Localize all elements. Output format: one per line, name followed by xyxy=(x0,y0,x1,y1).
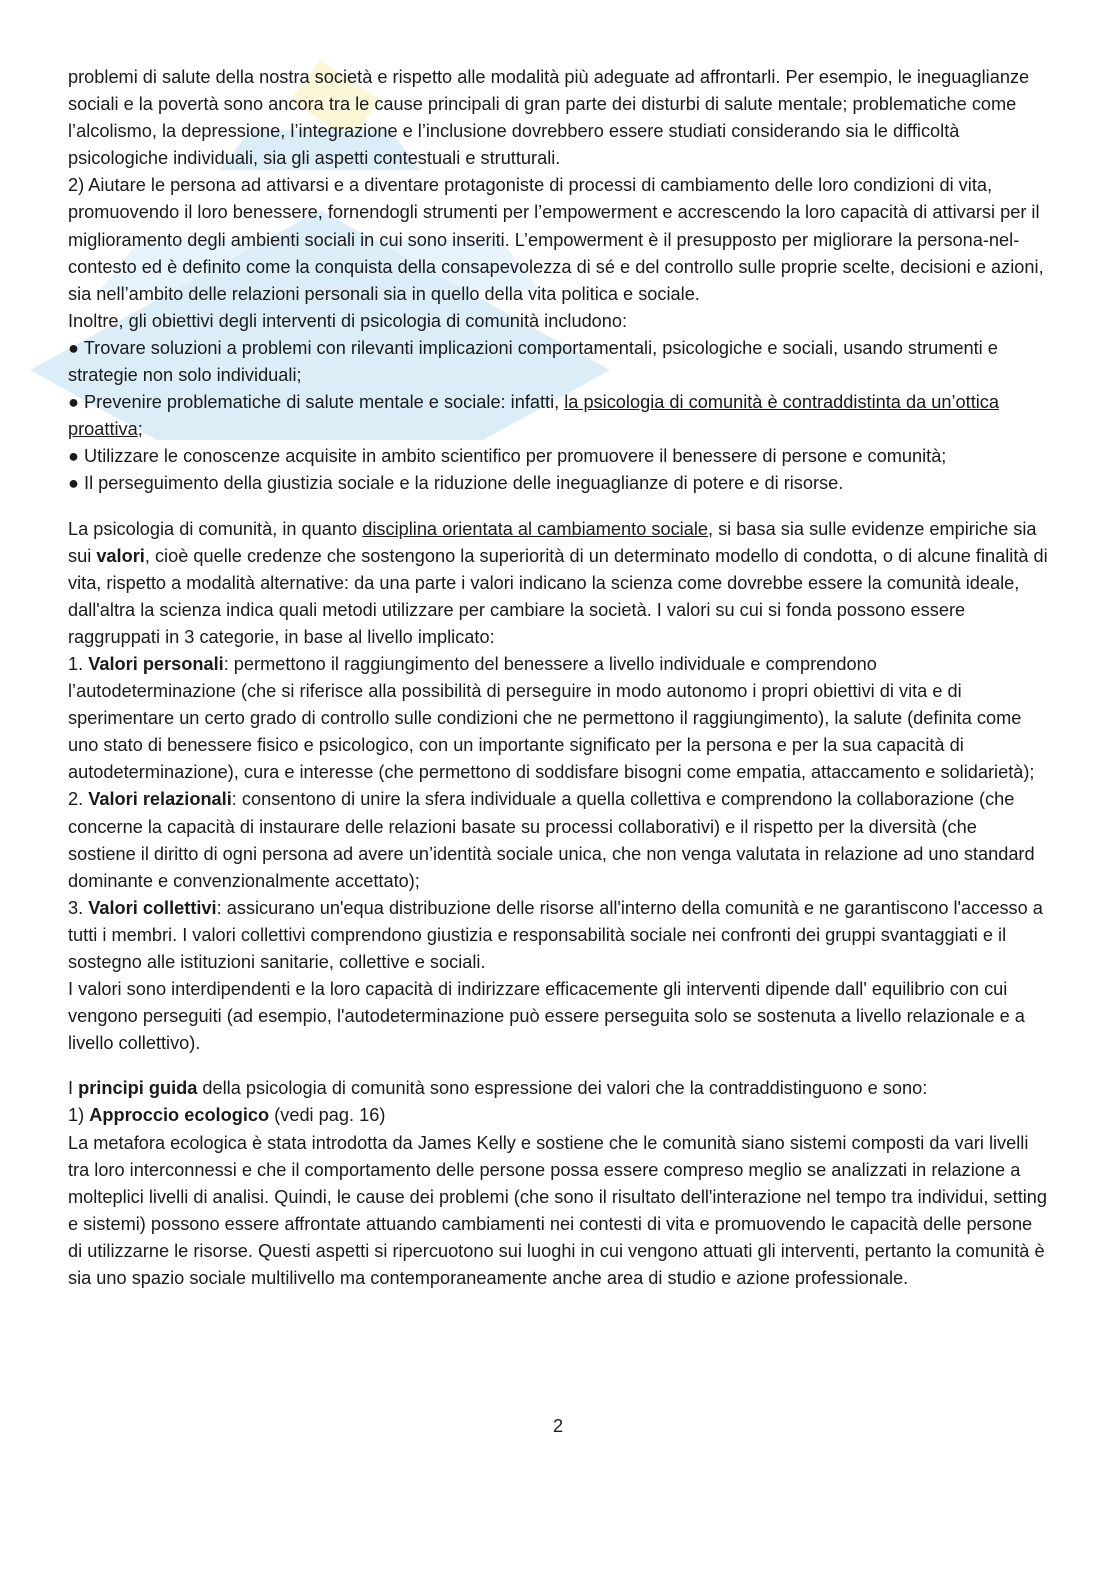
bold-valori: valori xyxy=(96,545,145,566)
underlined-proactive-text: la psicologia di comunità è contraddistinta da un’ottica proattiva xyxy=(68,392,999,440)
objective-bullet-3: ● Utilizzare le conoscenze acquisite in ambito scientifico per promuovere il benessere di persone e comunità; xyxy=(68,446,947,467)
value-item-collective: 3. Valori collettivi: assicurano un'equa distribuzione delle risorse all'interno della comunità e ne garantiscono l'accesso a tutti i membri. I valori collettivi comprendono giustizia e responsabilità sociale nei confronti dei gruppi svantaggiati e il sostegno alle istituzioni sanitarie, collettive e sociali. xyxy=(68,897,1043,972)
intro-paragraph-2: 2) Aiutare le persona ad attivarsi e a diventare protagoniste di processi di cambiamento delle loro condizioni di vita, promuovendo il loro benessere, fornendogli strumenti per l’empowerment e accrescendo la loro capacità di attivarsi per il miglioramento degli ambienti sociali in cui sono inseriti. L’empowerment è il presupposto per migliorare la persona-nel-contesto ed è definito come la conquista della consapevolezza di sé e del controllo sulle proprie scelte, decisioni e azioni, sia nell’ambito delle relazioni personali sia in quello della vita politica e sociale. xyxy=(68,175,1044,304)
page-number: 2 xyxy=(552,1416,564,1436)
intro-paragraph-1: problemi di salute della nostra società e rispetto alle modalità più adeguate ad affrontarli. Per esempio, le ineguaglianze sociali e la povertà sono ancora tra le cause principali di gran parte dei disturbi di salute mentale; problematiche come l’alcolismo, la depressione, l’integrazione e l’inclusione dovrebbero essere studiati considerando sia le difficoltà psicologiche individuali, sia gli aspetti contestuali e strutturali. xyxy=(68,67,1030,169)
principle-title-ecological: Approccio ecologico xyxy=(89,1105,270,1126)
value-title-personal: Valori personali xyxy=(88,653,224,674)
principle-heading-ecological: 1) Approccio ecologico (vedi pag. 16) xyxy=(68,1105,386,1126)
bold-principi-guida: principi guida xyxy=(78,1078,198,1099)
values-intro-paragraph: La psicologia di comunità, in quanto disciplina orientata al cambiamento sociale, si basa sia sulle evidenze empiriche sia sui valori, cioè quelle credenze che sostengono la superiorità di un determinato modello di condotta, o di alcune finalità di vita, rispetto a modalità alternative: da una parte i valori indicano la scienza come dovrebbe essere la comunità ideale, dall'altra la scienza indica quali metodi utilizzare per cambiare la società. I valori su cui si fonda possono essere raggruppati in 3 categorie, in base al livello implicato: xyxy=(68,518,1048,647)
objectives-intro: Inoltre, gli obiettivi degli interventi di psicologia di comunità includono: xyxy=(68,310,628,331)
objective-bullet-2: ● Prevenire problematiche di salute mentale e sociale: infatti, la psicologia di comunità è contraddistinta da un’ottica proattiva; xyxy=(68,392,999,440)
value-title-relational: Valori relazionali xyxy=(88,789,232,810)
value-item-relational: 2. Valori relazionali: consentono di unire la sfera individuale a quella collettiva e comprendono la collaborazione (che concerne la capacità di instaurare delle relazioni basate su processi collaborativi) e il rispetto per la diversità (che sostiene il diritto di ogni persona ad avere un’identità sociale unica, che non venga valutata in relazione ad uno standard dominante e convenzionalmente accettato); xyxy=(68,789,1035,891)
principle-text-ecological: La metafora ecologica è stata introdotta da James Kelly e sostiene che le comunità siano sistemi composti da vari livelli tra loro interconnessi e che il comportamento delle persone possa essere compreso meglio se analizzati in relazione a molteplici livelli di analisi. Quindi, le cause dei problemi (che sono il risultato dell'interazione nel tempo tra individui, setting e sistemi) possono essere affrontate attuando cambiamenti nei contesti di vita e promuovendo le capacità delle persone di utilizzarne le risorse. Questi aspetti si ripercuotono sui luoghi in cui vengono attuati gli interventi, pertanto la comunità è sia uno spazio sociale multilivello ma contemporaneamente anche area di studio e azione professionale. xyxy=(68,1132,1048,1289)
values-closing-paragraph: I valori sono interdipendenti e la loro capacità di indirizzare efficacemente gli interventi dipende dall' equilibrio con cui vengono perseguiti (ad esempio, l'autodeterminazione può essere perseguita solo se sostenuta a livello relazionale e a livello collettivo). xyxy=(68,979,1025,1054)
objective-bullet-1: ● Trovare soluzioni a problemi con rilevanti implicazioni comportamentali, psicologiche e sociali, usando strumenti e strategie non solo individuali; xyxy=(68,337,998,386)
value-title-collective: Valori collettivi xyxy=(88,897,217,918)
principles-intro: I principi guida della psicologia di comunità sono espressione dei valori che la contraddistinguono e sono: xyxy=(68,1078,928,1099)
objective-bullet-4: ● Il perseguimento della giustizia sociale e la riduzione delle ineguaglianze di potere e di risorse. xyxy=(68,473,844,494)
underlined-discipline-text: disciplina orientata al cambiamento sociale xyxy=(362,518,708,539)
value-item-personal: 1. Valori personali: permettono il raggiungimento del benessere a livello individuale e comprendono l’autodeterminazione (che si riferisce alla possibilità di perseguire in modo autonomo i propri obiettivi di vita e di sperimentare un certo grado di controllo sulle condizioni che ne permettono il raggiungimento), la salute (definita come uno stato di benessere fisico e psicologico, con un importante significato per la persona e per la sua capacità di autodeterminazione), cura e interesse (che permettono di soddisfare bisogni come empatia, attaccamento e solidarietà); xyxy=(68,653,1035,783)
document-page xyxy=(68,64,1048,1292)
